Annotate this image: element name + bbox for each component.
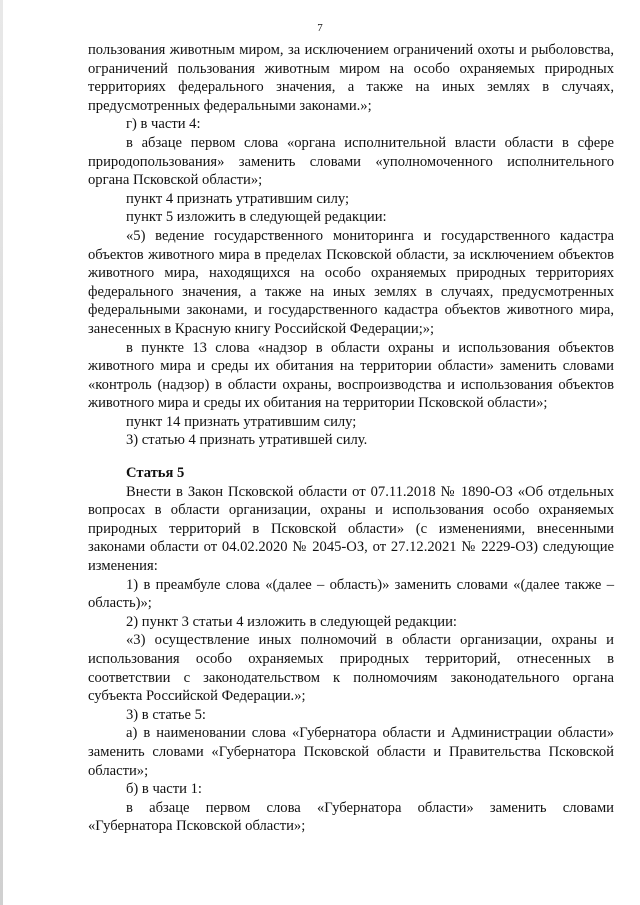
paragraph: 3) в статье 5:	[126, 706, 206, 723]
paragraph: в абзаце первом слова «органа исполнительной власти области в сфере природопользования» заменить словами «уполномоченного исполнительного органа Псковской области»;	[88, 134, 614, 189]
paragraph: в абзаце первом слова «Губернатора области» заменить словами «Губернатора Псковской области»;	[88, 799, 614, 835]
paragraph: Внести в Закон Псковской области от 07.11.2018 № 1890-ОЗ «Об отдельных вопросах в области организации, охраны и использования особо охраняемых природных территорий в Псковской области» (с изменениями, внесенными законами области от 04.02.2020 № 2045-ОЗ, от 27.12.2021 № 2229-ОЗ) следующие изменения:	[88, 483, 614, 575]
paragraph: «3) осуществление иных полномочий в области организации, охраны и использования особо охраняемых природных территорий, отнесенных в соответствии с законодательством к полномочиям законодательного органа субъекта Российской Федерации.»;	[88, 632, 614, 705]
paragraph: б) в части 1:	[126, 781, 202, 798]
paragraph: пункт 14 признать утратившим силу;	[126, 413, 357, 430]
paragraph: в пункте 13 слова «надзор в области охраны и использования объектов животного мира и среды их обитания на территории области» заменить словами «контроль (надзор) в области охраны, воспроизводства и использования объектов животного мира и среды их обитания на территории Псковской области»;	[88, 339, 614, 412]
paragraph: пользования животным миром, за исключением ограничений охоты и рыболовства, ограничений пользования животным миром на особо охраняемых природных территориях федерального значения, а также на иных землях в случаях, предусмотренных федеральными законами.»;	[88, 42, 614, 114]
paragraph: 1) в преамбуле слова «(далее – область)» заменить словами «(далее также – область)»;	[88, 576, 614, 612]
document-body	[88, 41, 614, 836]
paragraph: «5) ведение государственного мониторинга и государственного кадастра объектов животного мира в пределах Псковской области, за исключением объектов животного мира, находящихся на особо охраняемых природных территориях федерального значения, а также на иных землях в случаях, предусмотренных федеральными законами, и государственного кадастра объектов животного мира, занесенных в Красную книгу Российской Федерации;»;	[88, 227, 614, 337]
paragraph: а) в наименовании слова «Губернатора области и Администрации области» заменить словами «Губернатора Псковской области и Правительства Псковской области»;	[88, 725, 614, 779]
page-number: 7	[317, 22, 323, 34]
paragraph: 2) пункт 3 статьи 4 изложить в следующей редакции:	[126, 613, 457, 630]
article-heading: Статья 5	[126, 465, 185, 482]
paragraph: пункт 5 изложить в следующей редакции:	[126, 209, 387, 226]
scan-edge	[0, 0, 3, 905]
paragraph: пункт 4 признать утратившим силу;	[126, 190, 350, 207]
paragraph: 3) статью 4 признать утратившей силу.	[126, 432, 368, 449]
paragraph: г) в части 4:	[126, 116, 201, 133]
